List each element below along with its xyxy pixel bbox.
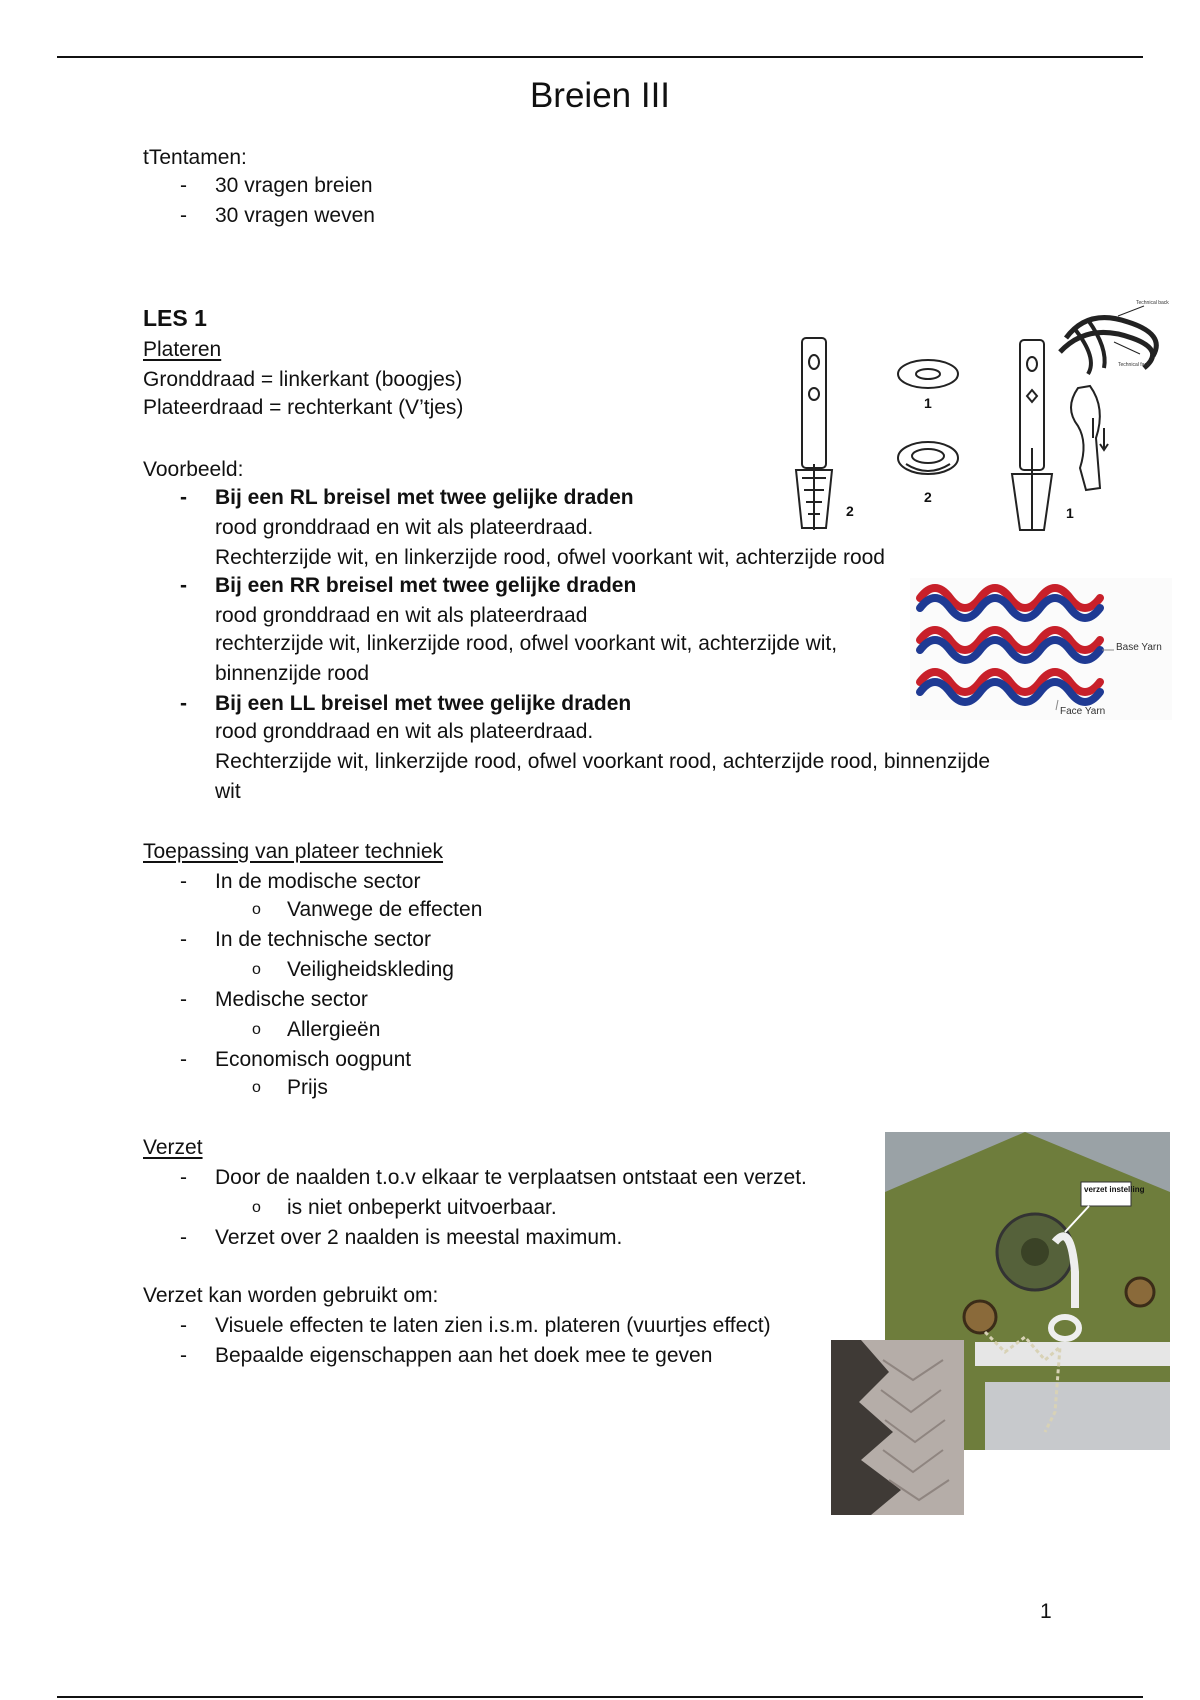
bullet-circle: o [252,1021,261,1038]
gebruik-item: Visuele effecten te laten zien i.s.m. plateren (vuurtjes effect) [215,1314,771,1337]
bullet-circle: o [252,1079,261,1096]
toepassing-item: In de technische sector [215,928,431,951]
bullet-dash: - [180,1344,187,1367]
disc-label: 1 [924,395,932,411]
bullet-circle: o [252,1199,261,1216]
bottom-rule [57,1696,1143,1698]
toepassing-subitem: Allergieën [287,1018,381,1041]
tiny-label: Technical face [1118,362,1150,368]
stitch-label: Face Yarn [1060,706,1106,717]
bullet-dash: - [180,870,187,893]
subheading-plateren: Plateren [143,338,222,361]
subheading-toepassing: Toepassing van plateer techniek [143,840,444,863]
bullet-dash: - [180,1048,187,1071]
stitch-diagram [910,578,1172,720]
tiny-label: Technical back [1136,300,1169,306]
voorbeeld-item-title: Bij een LL breisel met twee gelijke draden [215,692,632,715]
toepassing-subitem: Veiligheidskleding [287,958,454,981]
voorbeeld-item-title: Bij een RL breisel met twee gelijke draden [215,486,634,509]
subheading-verzet: Verzet [143,1136,203,1159]
gebruik-heading: Verzet kan worden gebruikt om: [143,1284,439,1307]
voorbeeld-item-line: rood gronddraad en wit als plateerdraad [215,604,588,627]
top-rule [57,56,1143,58]
needle-label: 1 [1066,505,1074,521]
fabric-photo [831,1340,964,1515]
page-title: Breien III [529,76,671,115]
bullet-dash: - [180,692,187,715]
toepassing-subitem: Vanwege de effecten [287,898,483,921]
bullet-dash: - [180,204,187,227]
toepassing-item: Economisch oogpunt [215,1048,412,1071]
toepassing-item: Medische sector [215,988,368,1011]
voorbeeld-item-line: rood gronddraad en wit als plateerdraad. [215,516,594,539]
bullet-dash: - [180,988,187,1011]
needle-diagram [788,298,1173,538]
voorbeeld-item-line: rood gronddraad en wit als plateerdraad. [215,720,594,743]
voorbeeld-item-title: Bij een RR breisel met twee gelijke draden [215,574,637,597]
verzet-subitem: is niet onbeperkt uitvoerbaar. [287,1196,557,1219]
verzet-item: Door de naalden t.o.v elkaar te verplaatsen ontstaat een verzet. [215,1166,807,1189]
plateren-line: Gronddraad = linkerkant (boogjes) [143,368,463,391]
bullet-circle: o [252,961,261,978]
bullet-dash: - [180,1226,187,1249]
toepassing-item: In de modische sector [215,870,421,893]
plateren-line: Plateerdraad = rechterkant (V’tjes) [143,396,464,419]
bullet-dash: - [180,174,187,197]
page-number: 1 [1040,1600,1052,1623]
voorbeeld-item-line: Rechterzijde wit, linkerzijde rood, ofwel voorkant rood, achterzijde rood, binnenzijde [215,750,991,773]
bullet-dash: - [180,574,187,597]
voorbeeld-item-line: binnenzijde rood [215,662,370,685]
exam-item: 30 vragen weven [215,204,375,227]
exam-heading: tTentamen: [143,146,247,169]
bullet-dash: - [180,1166,187,1189]
section-heading-les1: LES 1 [143,305,207,331]
voorbeeld-heading: Voorbeeld: [143,458,244,481]
bullet-dash: - [180,928,187,951]
bullet-circle: o [252,901,261,918]
gebruik-item: Bepaalde eigenschappen aan het doek mee te geven [215,1344,713,1367]
voorbeeld-item-line: rechterzijde wit, linkerzijde rood, ofwel voorkant wit, achterzijde wit, [215,632,838,655]
machine-label: verzet instelling [1084,1185,1145,1194]
bullet-dash: - [180,1314,187,1337]
voorbeeld-item-line: wit [215,780,241,803]
exam-item: 30 vragen breien [215,174,373,197]
bullet-dash: - [180,486,187,509]
toepassing-subitem: Prijs [287,1076,328,1099]
stitch-label: Base Yarn [1116,642,1162,653]
disc-label: 2 [924,489,932,505]
verzet-item: Verzet over 2 naalden is meestal maximum. [215,1226,623,1249]
voorbeeld-item-line: Rechterzijde wit, en linkerzijde rood, ofwel voorkant wit, achterzijde rood [215,546,885,569]
needle-label: 2 [846,503,854,519]
